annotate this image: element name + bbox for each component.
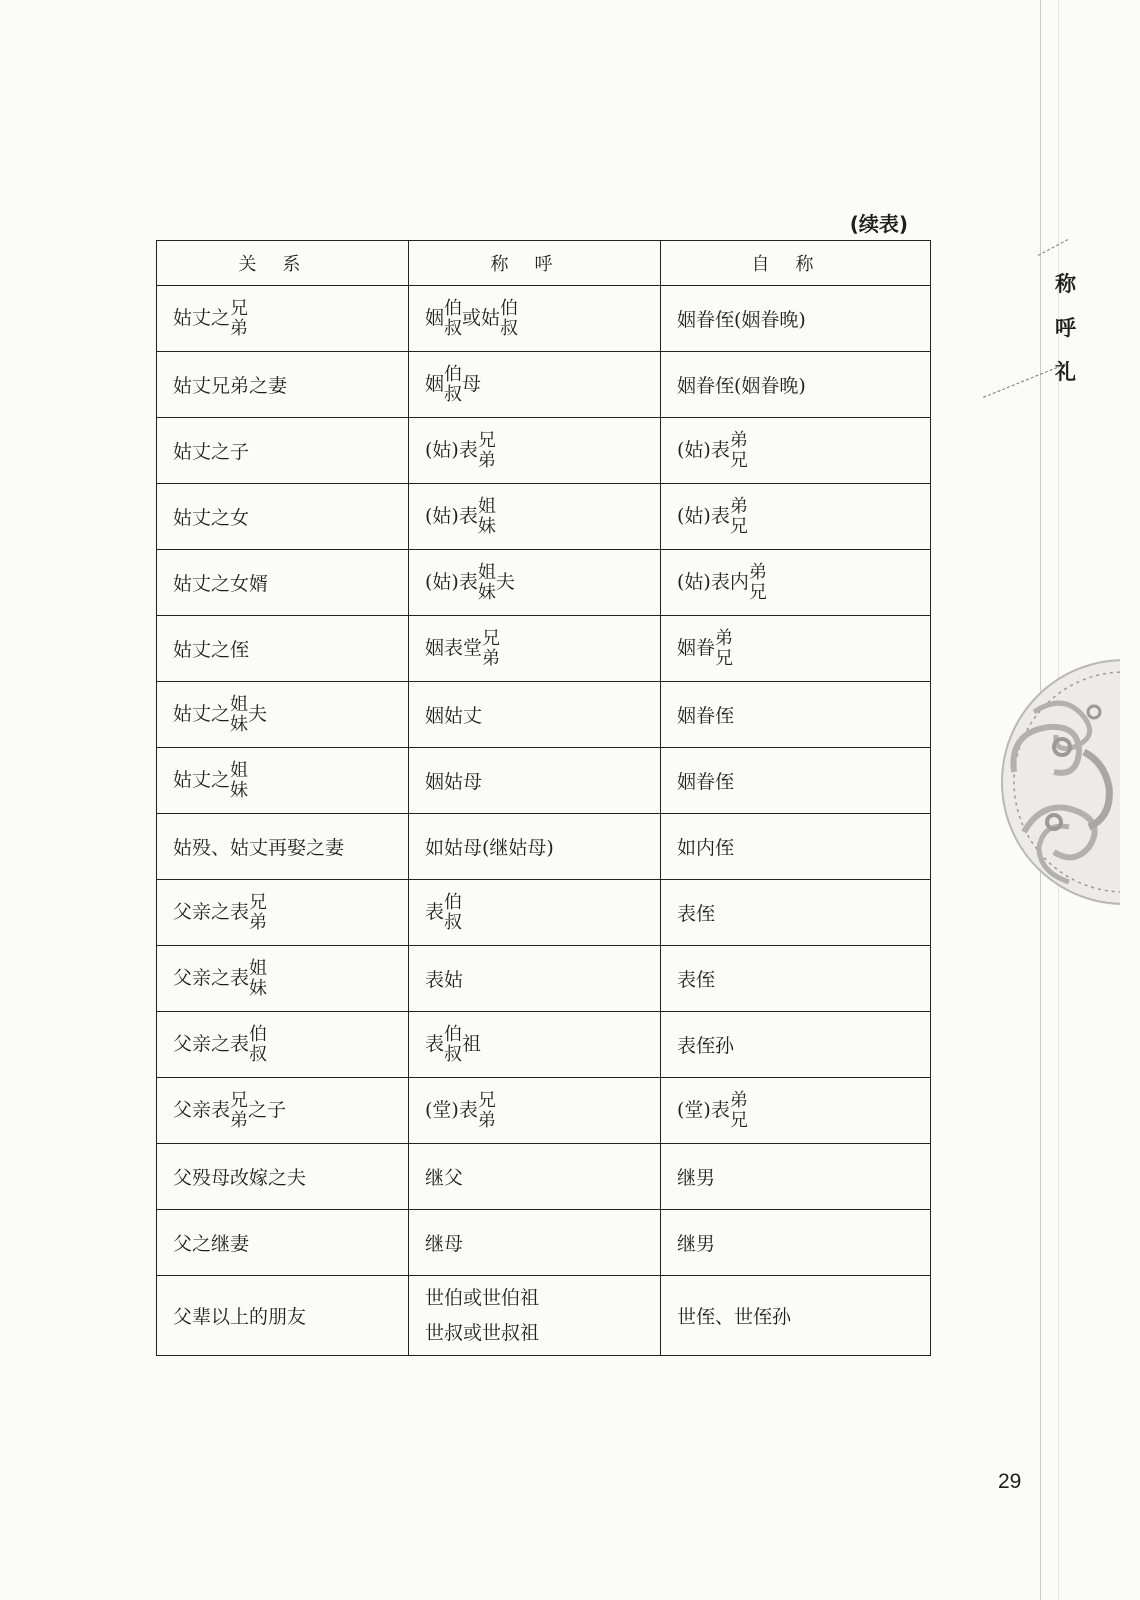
term-text: 如姑母(继姑母) (425, 837, 554, 859)
term-text: (姑)表 (425, 438, 478, 461)
term-line: 世伯或世伯祖 (425, 1286, 540, 1309)
self-term-cell (661, 682, 931, 748)
term-text: (姑)表 (677, 438, 730, 461)
table-row (157, 748, 931, 814)
stacked-alternatives (249, 959, 267, 999)
stacked-alternatives (730, 497, 748, 537)
term-text: 姑丈之 (173, 768, 231, 791)
self-term-cell (661, 484, 931, 550)
self-term-cell (661, 418, 931, 484)
relation-cell (157, 1276, 409, 1356)
stacked-char: 弟 (477, 449, 496, 471)
stacked-char: 伯 (500, 297, 519, 319)
relation-cell (157, 946, 409, 1012)
stacked-char: 伯 (249, 1023, 268, 1045)
relation-cell (157, 748, 409, 814)
term-text: 姻眷侄(姻眷晚) (677, 375, 806, 397)
term-text: (姑)表内 (677, 570, 749, 593)
stacked-alternatives (478, 431, 496, 471)
stacked-char: 姐 (230, 759, 249, 781)
stacked-char: 弟 (482, 647, 501, 669)
stacked-char: 伯 (444, 297, 463, 319)
stacked-alternatives (730, 431, 748, 471)
relation-cell (157, 1078, 409, 1144)
stacked-char: 妹 (230, 779, 249, 801)
stacked-char: 弟 (477, 1109, 496, 1131)
term-text: 父亲之表 (173, 900, 250, 923)
term-text: 表姑 (425, 969, 464, 991)
term-line: 世叔或世叔祖 (425, 1321, 540, 1344)
term-text: 姑丈之 (173, 306, 231, 329)
term-text: 姻 (425, 306, 445, 329)
self-term-cell (661, 616, 931, 682)
table-header-row (157, 241, 931, 286)
relation-cell (157, 286, 409, 352)
relation-cell (157, 682, 409, 748)
term-text: 父殁母改嫁之夫 (173, 1167, 307, 1189)
term-text: 表侄 (677, 903, 716, 925)
stacked-alternatives (249, 893, 267, 933)
stacked-char: 叔 (444, 911, 463, 933)
address-term-cell (409, 352, 661, 418)
stacked-char: 兄 (230, 297, 249, 319)
term-text: (堂)表 (425, 1098, 478, 1121)
address-term-cell (409, 1276, 661, 1356)
term-text: 姑丈之子 (173, 441, 250, 463)
table-row (157, 616, 931, 682)
stacked-char: 兄 (230, 1089, 249, 1111)
kinship-terms-table (156, 240, 931, 1356)
term-text: 父亲之表 (173, 1032, 250, 1055)
address-term-cell (409, 616, 661, 682)
table-row (157, 1276, 931, 1356)
table-row (157, 352, 931, 418)
term-text: 祖 (462, 1032, 482, 1055)
term-text: 表侄 (677, 969, 716, 991)
continued-table-label: (续表) (849, 212, 908, 236)
stacked-alternatives (230, 1091, 248, 1131)
term-text: 之子 (248, 1098, 287, 1121)
address-term-cell (409, 880, 661, 946)
stacked-char: 伯 (444, 1023, 463, 1045)
address-term-cell (409, 946, 661, 1012)
stacked-char: 伯 (444, 891, 463, 913)
stacked-char: 叔 (249, 1043, 268, 1065)
stacked-char: 姐 (230, 693, 249, 715)
self-term-cell (661, 748, 931, 814)
table-row (157, 286, 931, 352)
self-term-cell (661, 550, 931, 616)
stacked-char: 弟 (230, 1109, 249, 1131)
table-row (157, 1210, 931, 1276)
stacked-char: 兄 (729, 449, 748, 471)
stacked-char: 兄 (729, 515, 748, 537)
term-text: (堂)表 (677, 1098, 730, 1121)
stacked-char: 兄 (715, 647, 734, 669)
stacked-char: 弟 (748, 561, 767, 583)
term-text: 姑丈之女婿 (173, 573, 269, 595)
stacked-char: 兄 (748, 581, 767, 603)
page-number: 29 (998, 1470, 1022, 1493)
stacked-char: 叔 (500, 317, 519, 339)
stacked-char: 妹 (477, 515, 496, 537)
stacked-char: 弟 (729, 429, 748, 451)
ornament-medallion (974, 652, 1140, 912)
self-term-cell (661, 1012, 931, 1078)
table-row (157, 1144, 931, 1210)
term-text: 姻表堂 (425, 636, 483, 659)
self-term-cell (661, 1210, 931, 1276)
side-title-char: 称 (1055, 272, 1076, 296)
stacked-char: 兄 (477, 429, 496, 451)
term-text: (姑)表 (425, 504, 478, 527)
table-body (157, 286, 931, 1356)
address-term-cell (409, 748, 661, 814)
stacked-char: 兄 (729, 1109, 748, 1131)
stacked-alternatives (444, 893, 462, 933)
term-text: 姑殁、姑丈再娶之妻 (173, 837, 345, 859)
stacked-alternatives (730, 1091, 748, 1131)
stacked-char: 弟 (249, 911, 268, 933)
stacked-char: 兄 (477, 1089, 496, 1111)
self-term-cell (661, 1144, 931, 1210)
stacked-char: 弟 (729, 495, 748, 517)
column-header-address: 称呼 (409, 241, 661, 286)
term-text: 夫 (248, 702, 268, 725)
self-term-cell (661, 946, 931, 1012)
relation-cell (157, 616, 409, 682)
term-text: (姑)表 (425, 570, 478, 593)
stacked-alternatives (749, 563, 767, 603)
term-text: 父之继妻 (173, 1233, 250, 1255)
term-text: (姑)表 (677, 504, 730, 527)
term-text: 表侄孙 (677, 1035, 735, 1057)
address-term-cell (409, 550, 661, 616)
stacked-alternatives (444, 1025, 462, 1065)
stacked-alternatives (230, 695, 248, 735)
table-row (157, 814, 931, 880)
term-text: 表 (425, 1032, 445, 1055)
address-term-cell (409, 1210, 661, 1276)
table-row (157, 1012, 931, 1078)
address-term-cell (409, 1078, 661, 1144)
table-row (157, 550, 931, 616)
stacked-char: 姐 (477, 561, 496, 583)
address-term-cell (409, 286, 661, 352)
term-text: 姑丈兄弟之妻 (173, 375, 288, 397)
relation-cell (157, 352, 409, 418)
stacked-char: 弟 (729, 1089, 748, 1111)
table-row (157, 418, 931, 484)
stacked-alternatives (482, 629, 500, 669)
stacked-char: 弟 (715, 627, 734, 649)
term-text: 姻眷侄(姻眷晚) (677, 309, 806, 331)
relation-cell (157, 814, 409, 880)
self-term-cell (661, 814, 931, 880)
term-text: 继男 (677, 1167, 716, 1189)
relation-cell (157, 1012, 409, 1078)
term-text: 姑丈之侄 (173, 639, 250, 661)
self-term-cell (661, 286, 931, 352)
side-title-dash-top (1038, 239, 1068, 256)
stacked-char: 叔 (444, 383, 463, 405)
term-text: 继父 (425, 1167, 464, 1189)
relation-cell (157, 880, 409, 946)
side-title-char: 呼 (1055, 316, 1076, 340)
stacked-char: 叔 (444, 317, 463, 339)
stacked-char: 兄 (482, 627, 501, 649)
stacked-char: 姐 (249, 957, 268, 979)
term-text: 姻眷侄 (677, 771, 735, 793)
term-text: 姻姑丈 (425, 705, 483, 727)
address-term-cell (409, 1144, 661, 1210)
self-term-cell (661, 1078, 931, 1144)
address-term-cell (409, 418, 661, 484)
relation-cell (157, 418, 409, 484)
table-row (157, 484, 931, 550)
address-term-cell (409, 484, 661, 550)
term-text: 母 (462, 372, 482, 395)
term-text: 姑丈之女 (173, 507, 250, 529)
relation-cell (157, 1144, 409, 1210)
term-text: 世侄、世侄孙 (677, 1306, 792, 1328)
stacked-char: 妹 (230, 713, 249, 735)
column-header-relation: 关系 (157, 241, 409, 286)
stacked-char: 姐 (477, 495, 496, 517)
table-row (157, 682, 931, 748)
stacked-alternatives (444, 365, 462, 405)
self-term-cell (661, 880, 931, 946)
term-text: 姻眷侄 (677, 705, 735, 727)
term-text: 继男 (677, 1233, 716, 1255)
term-text: 姻姑母 (425, 771, 483, 793)
column-header-self-reference: 自称 (661, 241, 931, 286)
term-text: 姑丈之 (173, 702, 231, 725)
relation-cell (157, 1210, 409, 1276)
term-text: 姻眷 (677, 636, 716, 659)
stacked-alternatives (444, 299, 462, 339)
stacked-char: 叔 (444, 1043, 463, 1065)
stacked-alternatives (715, 629, 733, 669)
stacked-char: 兄 (249, 891, 268, 913)
relation-cell (157, 484, 409, 550)
stacked-char: 弟 (230, 317, 249, 339)
stacked-alternatives (500, 299, 518, 339)
chapter-side-title (1055, 262, 1076, 394)
stacked-alternatives (230, 761, 248, 801)
address-term-cell (409, 814, 661, 880)
term-text: 姻 (425, 372, 445, 395)
table-row (157, 946, 931, 1012)
stacked-alternatives (249, 1025, 267, 1065)
term-text: 或姑 (462, 306, 501, 329)
stacked-alternatives (478, 497, 496, 537)
term-text: 父亲表 (173, 1098, 231, 1121)
address-term-cell (409, 682, 661, 748)
self-term-cell (661, 1276, 931, 1356)
stacked-char: 妹 (249, 977, 268, 999)
stacked-char: 妹 (477, 581, 496, 603)
term-text: 继母 (425, 1233, 464, 1255)
table-row (157, 1078, 931, 1144)
term-text: 父辈以上的朋友 (173, 1306, 307, 1328)
self-term-cell (661, 352, 931, 418)
stacked-alternatives (230, 299, 248, 339)
relation-cell (157, 550, 409, 616)
stacked-alternatives (478, 563, 496, 603)
stacked-char: 伯 (444, 363, 463, 385)
side-title-char: 礼 (1055, 360, 1076, 384)
table-row (157, 880, 931, 946)
term-text: 父亲之表 (173, 966, 250, 989)
term-text: 如内侄 (677, 837, 735, 859)
term-text: 夫 (495, 570, 515, 593)
address-term-cell (409, 1012, 661, 1078)
term-text: 表 (425, 900, 445, 923)
stacked-alternatives (478, 1091, 496, 1131)
